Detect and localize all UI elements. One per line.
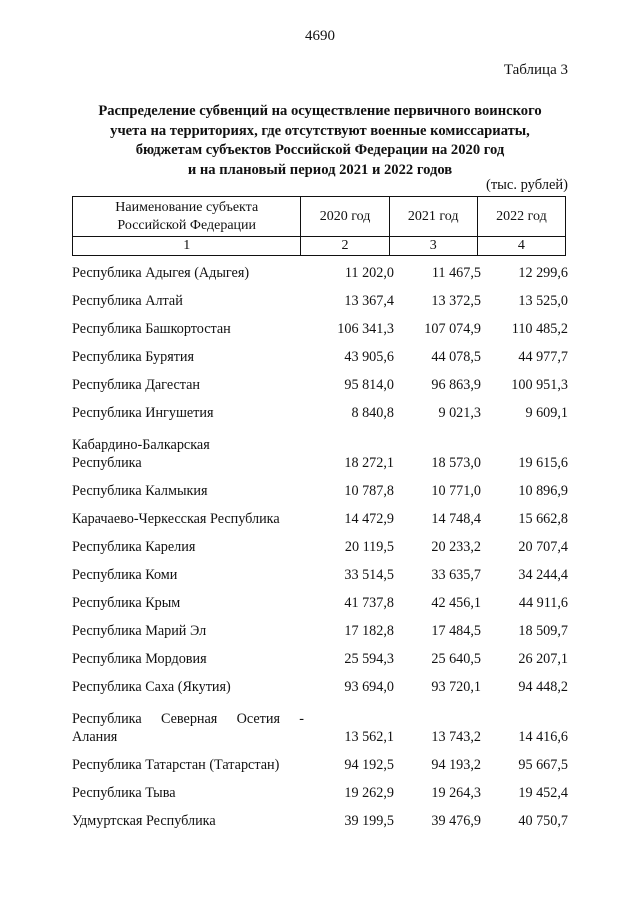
value-2021: 14 748,4 bbox=[431, 511, 481, 527]
table-row bbox=[72, 699, 568, 749]
region-name: Республика Алтай bbox=[72, 293, 183, 309]
region-name: Республика Коми bbox=[72, 567, 178, 583]
value-2022: 20 707,4 bbox=[518, 539, 568, 555]
table-row bbox=[72, 531, 568, 559]
value-2020: 8 840,8 bbox=[351, 405, 394, 421]
header-name-line: Российской Федерации bbox=[117, 217, 257, 233]
header-2020: 2020 год bbox=[301, 197, 389, 237]
table-row bbox=[72, 805, 568, 833]
value-2020: 13 562,1 bbox=[344, 729, 394, 745]
region-name: Республика Адыгея (Адыгея) bbox=[72, 265, 250, 281]
value-2022: 18 509,7 bbox=[518, 623, 568, 639]
value-2022: 19 615,6 bbox=[518, 455, 568, 471]
value-2020: 94 192,5 bbox=[344, 757, 394, 773]
value-2021: 20 233,2 bbox=[431, 539, 481, 555]
value-2022: 44 977,7 bbox=[518, 349, 568, 365]
header-row bbox=[73, 197, 566, 237]
region-name: Республика Мордовия bbox=[72, 651, 207, 667]
page-number: 4690 bbox=[305, 28, 335, 44]
units-note: (тыс. рублей) bbox=[486, 177, 568, 193]
value-2020: 43 905,6 bbox=[344, 349, 394, 365]
value-2021: 33 635,7 bbox=[431, 567, 481, 583]
value-2021: 93 720,1 bbox=[431, 679, 481, 695]
table-row bbox=[72, 341, 568, 369]
value-2020: 25 594,3 bbox=[344, 651, 394, 667]
table-row bbox=[72, 559, 568, 587]
value-2021: 18 573,0 bbox=[431, 455, 481, 471]
value-2020: 19 262,9 bbox=[344, 785, 394, 801]
column-number: 4 bbox=[477, 237, 565, 256]
column-number: 2 bbox=[301, 237, 389, 256]
table-row bbox=[72, 671, 568, 699]
region-name: Республика Ингушетия bbox=[72, 405, 214, 421]
header-2021: 2021 год bbox=[389, 197, 477, 237]
value-2021: 19 264,3 bbox=[431, 785, 481, 801]
title-line: учета на территориях, где отсутствуют военные комиссариаты, bbox=[110, 122, 530, 139]
value-2020: 10 787,8 bbox=[344, 483, 394, 499]
value-2021: 11 467,5 bbox=[431, 265, 481, 281]
region-name: Республика Тыва bbox=[72, 785, 176, 801]
region-name-line: Республика bbox=[72, 455, 142, 471]
table-row bbox=[72, 397, 568, 425]
value-2020: 13 367,4 bbox=[344, 293, 394, 309]
value-2021: 42 456,1 bbox=[431, 595, 481, 611]
value-2021: 39 476,9 bbox=[431, 813, 481, 829]
value-2022: 110 485,2 bbox=[511, 321, 568, 337]
value-2022: 10 896,9 bbox=[518, 483, 568, 499]
region-name: Республика Саха (Якутия) bbox=[72, 679, 231, 695]
value-2022: 19 452,4 bbox=[518, 785, 568, 801]
value-2021: 44 078,5 bbox=[431, 349, 481, 365]
value-2022: 94 448,2 bbox=[518, 679, 568, 695]
value-2022: 44 911,6 bbox=[518, 595, 568, 611]
value-2022: 100 951,3 bbox=[511, 377, 568, 393]
value-2020: 18 272,1 bbox=[344, 455, 394, 471]
title-line: бюджетам субъектов Российской Федерации на 2020 год bbox=[135, 142, 505, 158]
value-2021: 96 863,9 bbox=[431, 377, 481, 393]
value-2020: 11 202,0 bbox=[344, 265, 394, 281]
table-header bbox=[72, 196, 566, 256]
table-row bbox=[72, 503, 568, 531]
value-2021: 94 193,2 bbox=[431, 757, 481, 773]
column-number: 3 bbox=[389, 237, 477, 256]
region-name-line: Республика Северная Осетия - bbox=[72, 711, 304, 727]
table-row bbox=[72, 425, 568, 475]
table-label: Таблица 3 bbox=[503, 62, 568, 78]
value-2020: 17 182,8 bbox=[344, 623, 394, 639]
header-2022: 2022 год bbox=[477, 197, 565, 237]
value-2022: 9 609,1 bbox=[525, 405, 568, 421]
region-name: Республика Марий Эл bbox=[72, 623, 207, 639]
table-row bbox=[72, 777, 568, 805]
region-name: Республика Дагестан bbox=[72, 377, 201, 393]
value-2021: 25 640,5 bbox=[431, 651, 481, 667]
value-2021: 107 074,9 bbox=[424, 321, 481, 337]
value-2022: 15 662,8 bbox=[518, 511, 568, 527]
value-2020: 106 341,3 bbox=[337, 321, 394, 337]
value-2020: 14 472,9 bbox=[344, 511, 394, 527]
table-row bbox=[72, 369, 568, 397]
region-name: Республика Карелия bbox=[72, 539, 196, 555]
value-2022: 26 207,1 bbox=[518, 651, 568, 667]
table-row bbox=[72, 475, 568, 503]
value-2022: 95 667,5 bbox=[518, 757, 568, 773]
title-line: и на плановый период 2021 и 2022 годов bbox=[187, 161, 453, 178]
value-2022: 40 750,7 bbox=[518, 813, 568, 829]
table-body bbox=[72, 257, 568, 833]
table-row bbox=[72, 587, 568, 615]
column-number: 1 bbox=[73, 237, 301, 256]
table-row bbox=[72, 313, 568, 341]
region-name-line: Кабардино-Балкарская bbox=[72, 437, 210, 453]
value-2020: 41 737,8 bbox=[344, 595, 394, 611]
value-2021: 13 743,2 bbox=[431, 729, 481, 745]
value-2020: 20 119,5 bbox=[344, 539, 394, 555]
table-row bbox=[72, 615, 568, 643]
region-name bbox=[72, 436, 304, 475]
region-name: Удмуртская Республика bbox=[72, 813, 216, 829]
header-name-cell bbox=[73, 197, 301, 237]
table-row bbox=[72, 643, 568, 671]
region-name-line: Алания bbox=[72, 729, 118, 745]
value-2020: 39 199,5 bbox=[344, 813, 394, 829]
title-line: Распределение субвенций на осуществление первичного воинского bbox=[98, 103, 542, 119]
region-name: Республика Крым bbox=[72, 595, 181, 611]
value-2021: 13 372,5 bbox=[431, 293, 481, 309]
value-2021: 17 484,5 bbox=[431, 623, 481, 639]
value-2021: 10 771,0 bbox=[431, 483, 481, 499]
column-number-row bbox=[73, 237, 566, 256]
region-name: Республика Башкортостан bbox=[72, 321, 231, 337]
value-2022: 13 525,0 bbox=[518, 293, 568, 309]
value-2020: 93 694,0 bbox=[344, 679, 394, 695]
region-name: Республика Калмыкия bbox=[72, 483, 208, 499]
value-2020: 95 814,0 bbox=[344, 377, 394, 393]
table-row bbox=[72, 749, 568, 777]
value-2021: 9 021,3 bbox=[438, 405, 481, 421]
region-name: Карачаево-Черкесская Республика bbox=[72, 511, 280, 527]
region-name: Республика Бурятия bbox=[72, 349, 195, 365]
table-row bbox=[72, 285, 568, 313]
region-name: Республика Татарстан (Татарстан) bbox=[72, 757, 280, 773]
table-title bbox=[70, 102, 570, 180]
region-name bbox=[72, 710, 304, 749]
header-name-line: Наименование субъекта bbox=[115, 199, 259, 215]
table-row bbox=[72, 257, 568, 285]
value-2020: 33 514,5 bbox=[344, 567, 394, 583]
value-2022: 34 244,4 bbox=[518, 567, 568, 583]
value-2022: 14 416,6 bbox=[518, 729, 568, 745]
value-2022: 12 299,6 bbox=[518, 265, 568, 281]
